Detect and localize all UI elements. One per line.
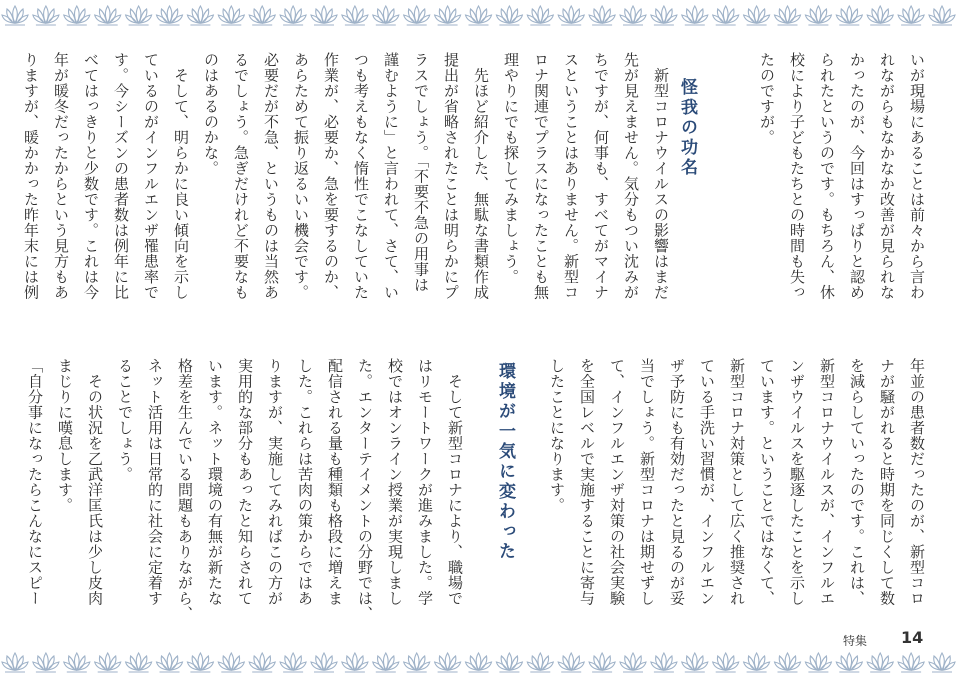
text-column: かったのが、今回はすっぱりと認め [848,52,866,300]
text-column: その状況を乙武洋匡氏は少し皮肉 [86,358,104,606]
text-column: います。ネット環境の有無が新たな [206,358,224,606]
text-column: あらためて振り返るいい機会です。 [292,52,310,300]
text-column: れながらもなかなか改善が見られな [878,52,896,300]
text-column: 新型コロナ対策として広く推奨され [728,358,746,606]
text-column: 校ではオンライン授業が実現しまし [386,358,404,606]
text-column: 提出が省略されたことは明らかにプ [442,52,460,300]
text-column: 配信される量も種類も格段に増えま [326,358,344,606]
text-column: ているのがインフルエンザ罹患率で [142,52,160,300]
text-column: した。これらは苦肉の策からではあ [296,358,314,606]
right-lower-text [26,358,470,622]
text-column: 新型コロナウイルスが、インフルエ [818,358,836,606]
text-column: す。今シーズンの患者数は例年に比 [112,52,130,300]
section-heading-kega-no-komyo: 怪我の功名 [677,78,697,178]
text-column: りますが、実施してみればこの方が [266,358,284,606]
text-column: ナが騒がれると時期を同じくして数 [878,358,896,606]
lotus-flower-icon [0,647,960,677]
text-column: た。エンターテイメントの分野では、 [356,358,374,622]
text-column: 作業が、必要か、急を要するのか、 [322,52,340,300]
text-column: ラスでしょう。「不要不急の用事は [412,52,430,293]
text-column: 必要だが不急、というものは当然あ [262,52,280,300]
text-column: を減らしていったのです。これは、 [848,358,866,606]
text-column: そして、明らかに良い傾向を示し [172,52,190,300]
text-column: 校により子どもたちとの時間も失っ [788,52,806,300]
left-lower-text [22,52,676,302]
text-column: ンザウイルスを駆逐したことを示し [788,358,806,606]
text-column: 謹むように」と言われて、さて、い [382,52,400,300]
text-column: ることでしょう。 [116,358,134,482]
section-label: 特集 [843,634,868,648]
text-column: 先が見えません。気分もつい沈みが [622,52,640,300]
text-column: ロナ関連でプラスになったことも無 [532,52,550,300]
section-heading-kankyo: 環境が一気に変わった [495,362,515,562]
text-column: ネット活用は日常的に社会に定着す [146,358,164,606]
text-column: 当でしょう。新型コロナは期せずし [638,358,656,606]
text-column: を全国レベルで実施することに寄与 [578,358,596,606]
text-column: ちですが、何事も、すべてがマイナ [592,52,610,300]
text-column: 実用的な部分もあったと知らされて [236,358,254,606]
right-upper-text [540,358,932,608]
text-column: 「自分事になったらこんなにスピー [26,358,44,606]
text-column: つも考えもなく惰性でこなしていた [352,52,370,300]
lotus-flower-icon [0,0,960,30]
text-column: 理やりにでも探してみましょう。 [502,52,520,285]
text-column: ています。ということではなくて、 [758,358,776,606]
page-number: 14 [901,628,924,647]
text-column: 年が暖冬だったからという見方もあ [52,52,70,300]
text-column: るでしょう。急ぎだけれど不要なも [232,52,250,300]
text-column: いが現場にあることは前々から言わ [908,52,926,300]
text-column: たのですが。 [758,52,776,145]
text-column: 格差を生んでいる問題もありながら、 [176,358,194,622]
text-column: べてはっきりと少数です。これは今 [82,52,100,300]
text-column: ている手洗い習慣が、インフルエン [698,358,716,606]
text-column: そして新型コロナにより、職場で [446,358,464,606]
text-column: られたというのです。もちろん、休 [818,52,836,300]
text-column: て、インフルエンザ対策の社会実験 [608,358,626,606]
text-column: 年並の患者数だったのが、新型コロ [908,358,926,606]
text-column: りますが、暖かかった昨年末には例 [22,52,40,300]
top-lotus-border [0,0,960,30]
text-column: ザ予防にも有効だったと見るのが妥 [668,358,686,606]
text-column: スということはありません。新型コ [562,52,580,300]
bottom-lotus-border [0,647,960,677]
left-upper-text [737,52,932,302]
text-column: はリモートワークが進みました。学 [416,358,434,606]
text-column: したことになります。 [548,358,566,513]
text-column: のはあるのかな。 [202,52,220,176]
text-column: 先ほど紹介した、無駄な書類作成 [472,52,490,300]
text-column: 新型コロナウイルスの影響はまだ [652,52,670,300]
text-column: まじりに嘆息します。 [56,358,74,513]
